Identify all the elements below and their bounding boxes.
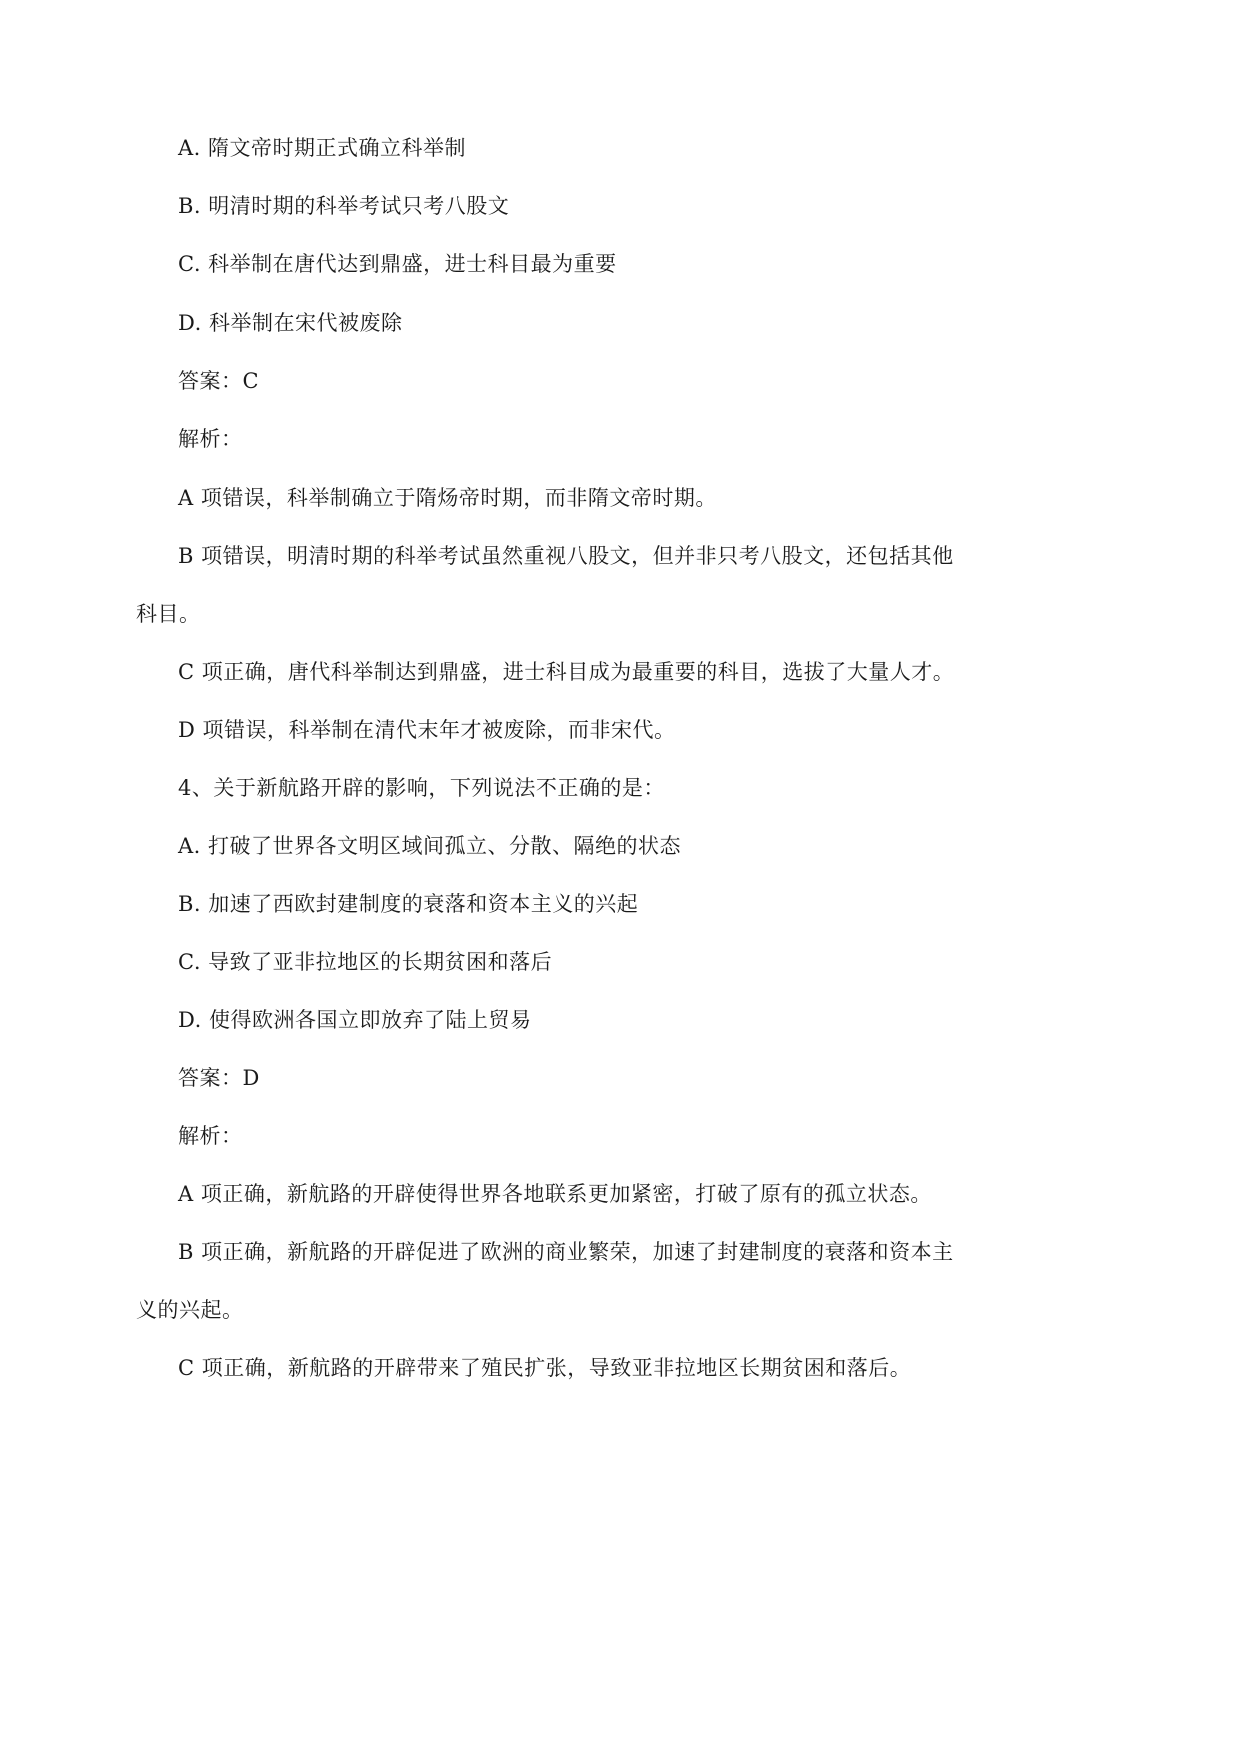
q4-question: 4、关于新航路开辟的影响，下列说法不正确的是：	[178, 776, 665, 800]
q4-analysis-b-line1: B 项正确，新航路的开辟促进了欧洲的商业繁荣，加速了封建制度的衰落和资本主	[178, 1240, 954, 1264]
q4-option-b: B. 加速了西欧封建制度的衰落和资本主义的兴起	[178, 892, 639, 916]
q3-option-a: A. 隋文帝时期正式确立科举制	[178, 136, 467, 160]
q3-analysis-label: 解析：	[178, 427, 243, 451]
q3-analysis-a: A 项错误，科举制确立于隋炀帝时期，而非隋文帝时期。	[178, 486, 717, 510]
q4-analysis-b-line2: 义的兴起。	[136, 1298, 244, 1322]
q3-answer: 答案：C	[178, 369, 260, 393]
q3-analysis-d: D 项错误，科举制在清代末年才被废除，而非宋代。	[178, 718, 676, 742]
q4-option-a: A. 打破了世界各文明区域间孤立、分散、隔绝的状态	[178, 834, 682, 858]
q4-analysis-c: C 项正确，新航路的开辟带来了殖民扩张，导致亚非拉地区长期贫困和落后。	[178, 1356, 912, 1380]
q3-analysis-b-line2: 科目。	[136, 602, 201, 626]
q3-option-c: C. 科举制在唐代达到鼎盛，进士科目最为重要	[178, 252, 617, 276]
q4-option-d: D. 使得欧洲各国立即放弃了陆上贸易	[178, 1008, 532, 1032]
q3-analysis-c: C 项正确，唐代科举制达到鼎盛，进士科目成为最重要的科目，选拔了大量人才。	[178, 660, 955, 684]
q3-option-d: D. 科举制在宋代被废除	[178, 311, 403, 335]
q4-analysis-a: A 项正确，新航路的开辟使得世界各地联系更加紧密，打破了原有的孤立状态。	[178, 1182, 932, 1206]
q3-analysis-b-line1: B 项错误，明清时期的科举考试虽然重视八股文，但并非只考八股文，还包括其他	[178, 544, 954, 568]
q3-option-b: B. 明清时期的科举考试只考八股文	[178, 194, 510, 218]
q4-answer: 答案：D	[178, 1066, 260, 1090]
q4-option-c: C. 导致了亚非拉地区的长期贫困和落后	[178, 950, 553, 974]
q4-analysis-label: 解析：	[178, 1124, 243, 1148]
